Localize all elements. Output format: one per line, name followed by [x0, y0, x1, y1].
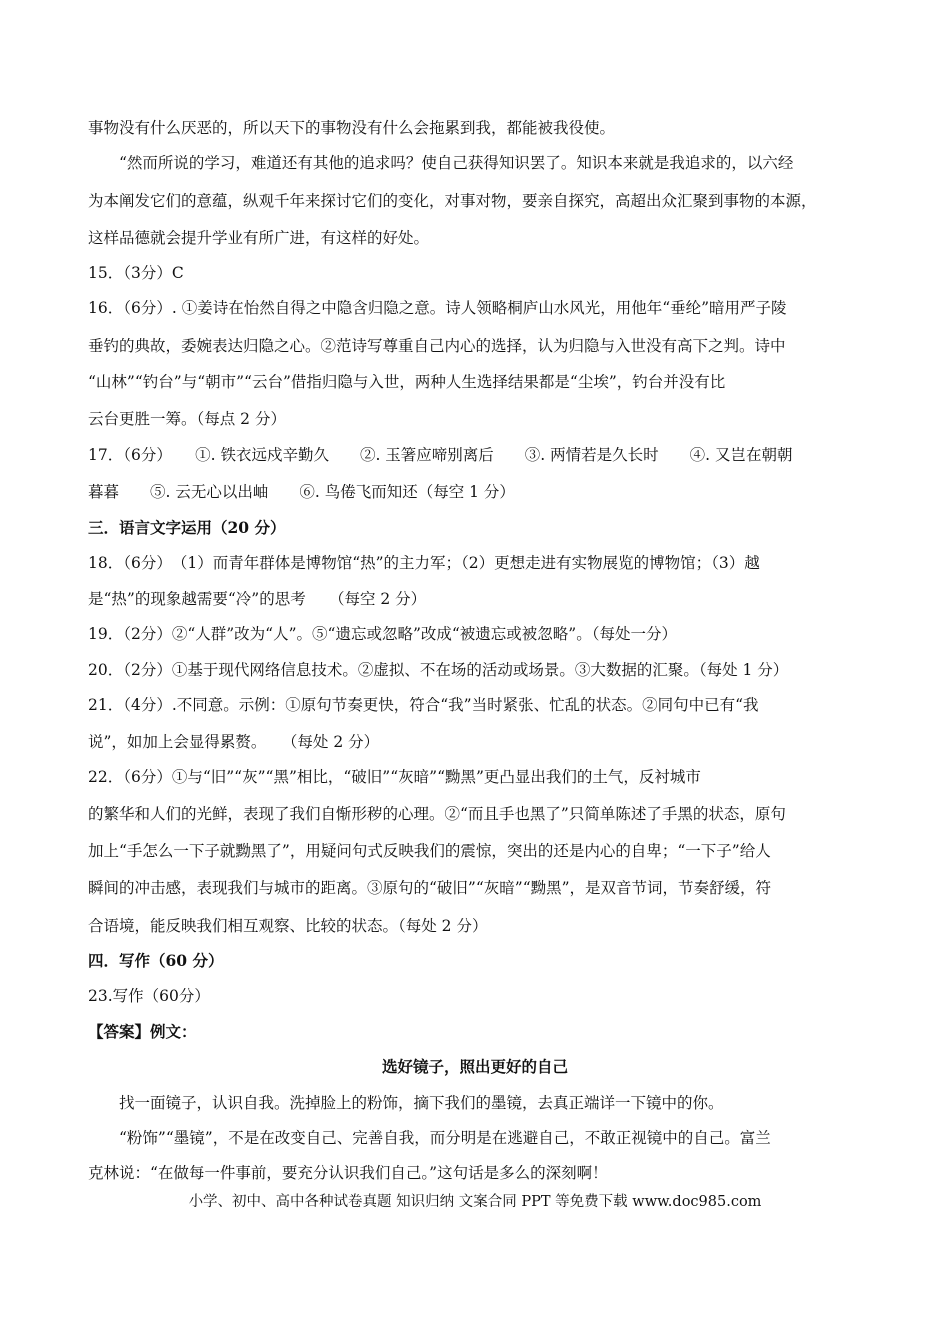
answer-22: 22．（6分）①与“旧”“灰”“黑”相比，“破旧”“灰暗”“黝黑”更凸显出我们的土气，反衬城市: [88, 768, 701, 786]
paragraph-line: 暮暮 ⑤. 云无心以出岫 ⑥. 鸟倦飞而知还（每空 1 分）: [88, 483, 515, 501]
answer-18: 18．（6分） （1）而青年群体是博物馆“热”的主力军；（2）更想走进有实物展览的博物馆；（3）越: [88, 554, 760, 572]
paragraph-line: 的繁华和人们的光鲜，表现了我们自惭形秽的心理。②“而且手也黑了”只简单陈述了手黑的状态，原句: [88, 805, 786, 823]
answer-16: 16．（6分）. ①姜诗在怡然自得之中隐含归隐之意。诗人领略桐庐山水风光，用他年“垂纶”暗用严子陵: [88, 299, 787, 317]
question-23: 23.写作（60分）: [88, 987, 210, 1005]
paragraph-line: 合语境，能反映我们相互观察、比较的状态。（每处 2 分）: [88, 917, 488, 935]
paragraph-line: 云台更胜一筹。（每点 2 分）: [88, 410, 286, 428]
section-heading-4: 四．写作（60 分）: [88, 951, 224, 970]
answer-17: 17．（6分） ①. 铁衣远戍辛勤久 ②. 玉箸应啼别离后 ③. 两情若是久长时 ④. 又岂在朝朝: [88, 446, 793, 464]
paragraph-line: 瞬间的冲击感，表现我们与城市的距离。③原句的“破旧”“灰暗”“黝黑”，是双音节词，节奏舒缓，符: [88, 879, 772, 897]
answer-label: 【答案】例文：: [88, 1022, 197, 1041]
paragraph-line: 说”，如加上会显得累赘。 （每处 2 分）: [88, 733, 380, 751]
paragraph-line: 这样品德就会提升学业有所广进，有这样的好处。: [88, 229, 430, 247]
answer-20: 20．（2分）①基于现代网络信息技术。②虚拟、不在场的活动或场景。③大数据的汇聚。（每处 1 分）: [88, 661, 789, 679]
section-heading-3: 三．语言文字运用（20 分）: [88, 518, 286, 537]
paragraph-line: “然而所说的学习，难道还有其他的追求吗？使自己获得知识罢了。知识本来就是我追求的，以六经: [119, 154, 794, 172]
page-footer: 小学、初中、高中各种试卷真题 知识归纳 文案合同 PPT 等免费下载 www.doc985.com: [188, 1194, 762, 1210]
paragraph-line: 为本阐发它们的意蕴，纵观千年来探讨它们的变化，对事对物，要亲自探究，高超出众汇聚到事物的本源，: [88, 192, 817, 210]
essay-title: 选好镜子，照出更好的自己: [381, 1057, 568, 1076]
paragraph-line: 是“热”的现象越需要“冷”的思考 （每空 2 分）: [88, 590, 427, 608]
answer-15: 15．（3分）C: [88, 264, 184, 282]
paragraph-line: 事物没有什么厌恶的，所以天下的事物没有什么会拖累到我，都能被我役使。: [88, 119, 616, 137]
paragraph-line: “山林”“钓台”与“朝市”“云台”借指归隐与入世，两种人生选择结果都是“尘埃”，钓台并没有比: [88, 373, 726, 391]
essay-paragraph-line: 克林说：“在做每一件事前，要充分认识我们自己。”这句话是多么的深刻啊！: [88, 1164, 608, 1182]
answer-19: 19．（2分）②“人群”改为“人”。⑤“遗忘或忽略”改成“被遗忘或被忽略”。（每处一分）: [88, 625, 677, 643]
paragraph-line: 加上“手怎么一下子就黝黑了”，用疑问句式反映我们的震惊，突出的还是内心的自卑；“一下子”给人: [88, 842, 771, 860]
paragraph-line: 垂钓的典故，委婉表达归隐之心。②范诗写尊重自己内心的选择，认为归隐与入世没有高下之判。诗中: [88, 337, 786, 355]
essay-paragraph: “粉饰”“墨镜”，不是在改变自己、完善自我，而分明是在逃避自己，不敢正视镜中的自己。富兰: [119, 1129, 771, 1147]
essay-paragraph: 找一面镜子，认识自我。洗掉脸上的粉饰，摘下我们的墨镜，去真正端详一下镜中的你。: [119, 1094, 724, 1112]
answer-21: 21．（4分）.不同意。示例：①原句节奏更快，符合“我”当时紧张、忙乱的状态。②同句中已有“我: [88, 696, 759, 714]
